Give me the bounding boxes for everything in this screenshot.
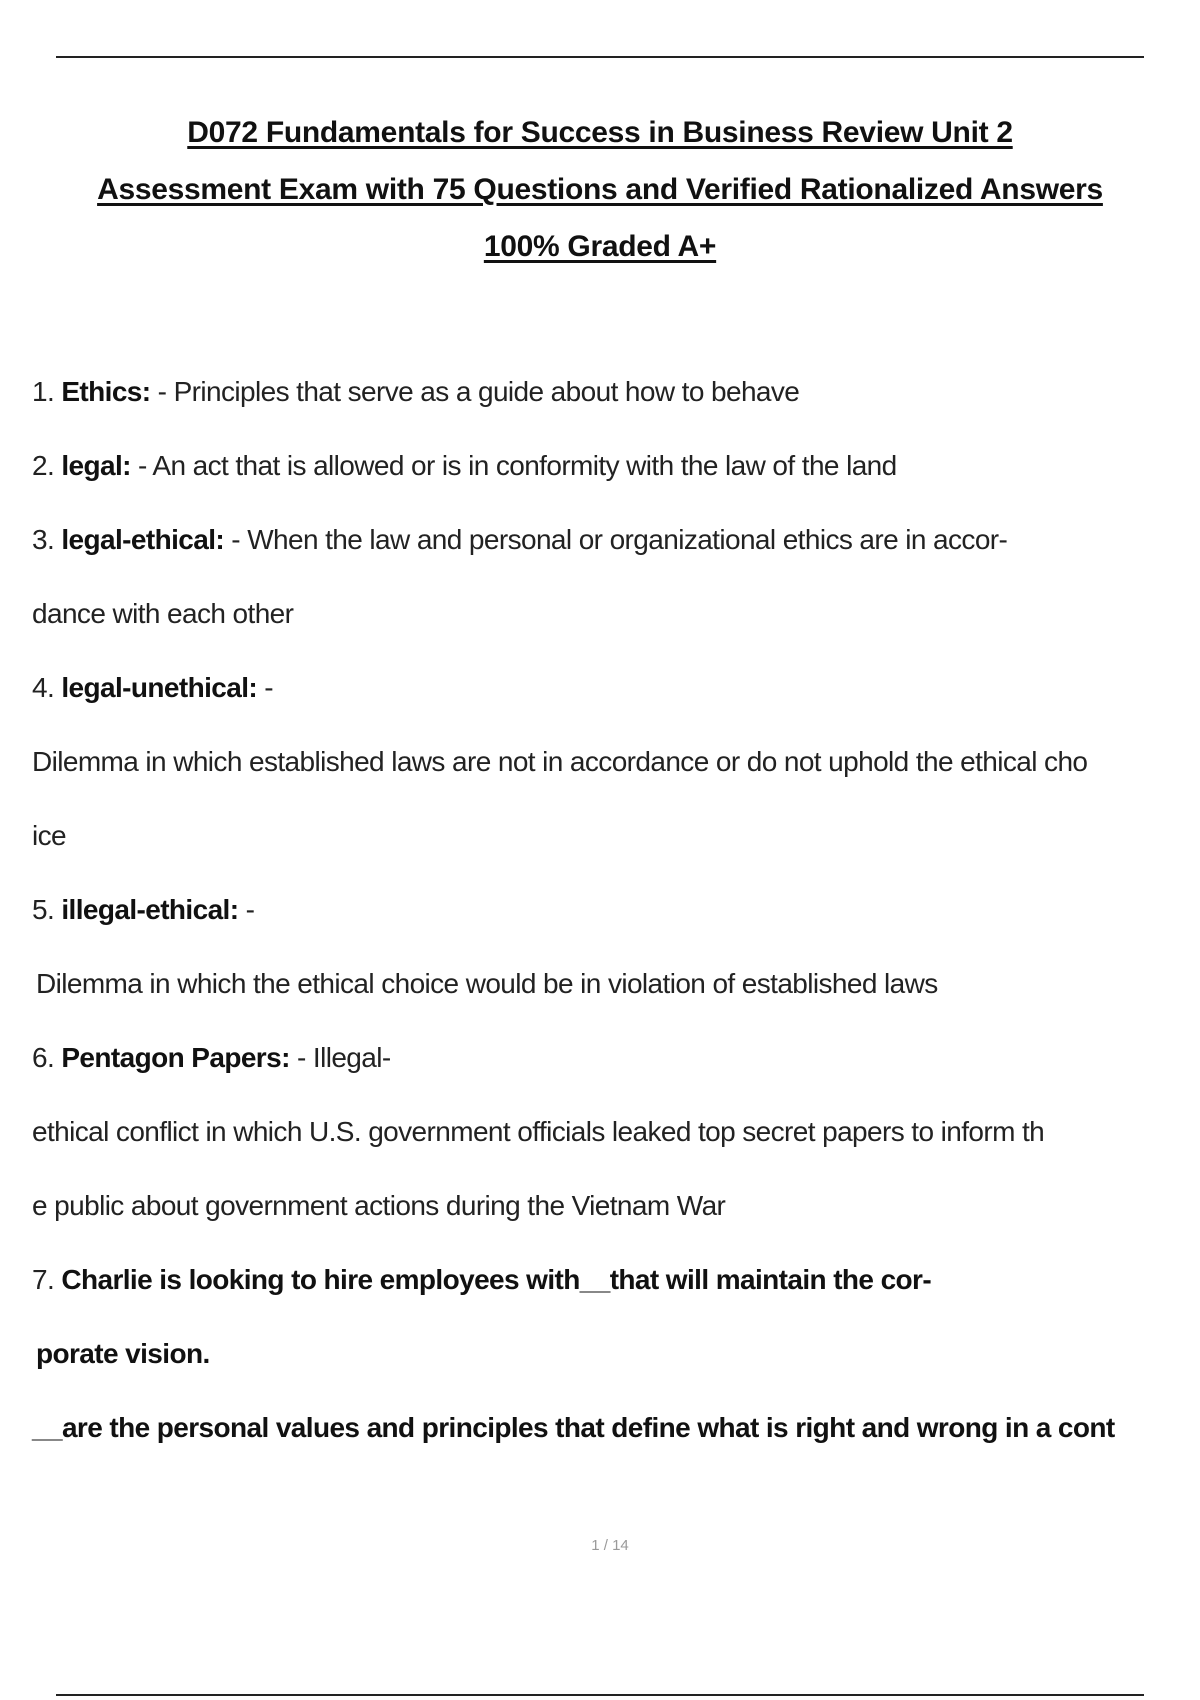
entry-separator: -	[130, 450, 153, 481]
entry-separator: - Illegal-	[289, 1042, 391, 1073]
entry-number: 4.	[32, 672, 55, 703]
entry-term: legal:	[61, 450, 131, 481]
entry-separator: -	[238, 894, 255, 925]
title-line-3: 100% Graded A+	[483, 230, 717, 263]
entry-3-continued: dance with each other	[32, 598, 294, 629]
entry-5	[32, 890, 254, 930]
entry-7	[32, 1260, 931, 1300]
entry-number: 2.	[32, 450, 55, 481]
document-title	[40, 104, 1160, 275]
entry-5-definition: Dilemma in which the ethical choice would be in violation of established laws	[36, 968, 938, 999]
entry-4-definition: Dilemma in which established laws are not in accordance or do not uphold the ethical cho	[32, 746, 1088, 777]
entry-term: illegal-ethical:	[61, 894, 239, 925]
entry-7-continued: porate vision.	[36, 1338, 210, 1369]
entry-separator: -	[150, 376, 174, 407]
entry-4	[32, 668, 273, 708]
entry-term: Pentagon Papers:	[61, 1042, 290, 1073]
entry-6	[32, 1038, 391, 1078]
entry-definition: When the law and personal or organizational ethics are in accor-	[247, 524, 1008, 555]
entry-question: Charlie is looking to hire employees with__that will maintain the cor-	[61, 1264, 932, 1295]
entry-6-continued: e public about government actions during the Vietnam War	[32, 1190, 726, 1221]
entry-definition: Principles that serve as a guide about how to behave	[173, 376, 800, 407]
title-line-2: Assessment Exam with 75 Questions and Verified Rationalized Answers	[97, 173, 1103, 206]
bottom-rule	[56, 1694, 1144, 1696]
entry-4-continued: ice	[32, 820, 66, 851]
page-number: 1 / 14	[591, 1537, 629, 1554]
top-rule	[56, 56, 1144, 58]
entry-7-answer-prompt: __are the personal values and principles that define what is right and wrong in a cont	[32, 1412, 1115, 1443]
entry-definition: An act that is allowed or is in conformity with the law of the land	[152, 450, 897, 481]
entry-separator: -	[224, 524, 248, 555]
entry-term: legal-ethical:	[61, 524, 225, 555]
entry-6-definition: ethical conflict in which U.S. government officials leaked top secret papers to inform th	[32, 1116, 1045, 1147]
title-line-1: D072 Fundamentals for Success in Business Review Unit 2	[187, 116, 1013, 149]
entry-1	[32, 372, 799, 412]
entry-2	[32, 446, 897, 486]
entry-number: 3.	[32, 524, 55, 555]
entry-term: legal-unethical:	[61, 672, 258, 703]
entry-number: 5.	[32, 894, 55, 925]
entry-number: 1.	[32, 376, 55, 407]
entry-number: 7.	[32, 1264, 55, 1295]
entry-3	[32, 520, 1007, 560]
entry-separator: -	[257, 672, 274, 703]
entry-term: Ethics:	[61, 376, 151, 407]
entry-number: 6.	[32, 1042, 55, 1073]
